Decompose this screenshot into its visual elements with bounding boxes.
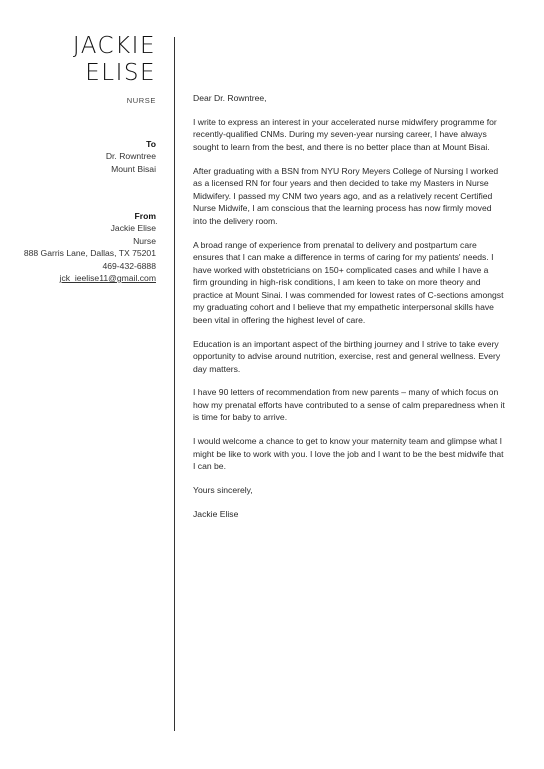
closing: Yours sincerely,	[193, 485, 253, 496]
letter-paragraph: I have 90 letters of recommendation from new parents – many of which focus on how my prenatal efforts have contributed to a sense of calm preparedness when it is time for baby to arrive.	[193, 387, 505, 423]
recipient-org: Mount Bisai	[111, 163, 156, 174]
from-email-link[interactable]: jck_ieelise11@gmail.com	[59, 273, 156, 284]
letter-paragraph: I write to express an interest in your accelerated nurse midwifery programme for recently-qualified CNMs. During my seven-year nursing career, I have always sought to learn from the best, and there is no better place than at Mount Bisai.	[193, 116, 497, 152]
letter-paragraph: Education is an important aspect of the birthing journey and I strive to take every opportunity to advise around nutrition, exercise, rest and general wellness. Every day matters.	[193, 338, 501, 374]
from-role: Nurse	[133, 235, 156, 246]
vertical-divider	[174, 37, 175, 731]
letter-paragraph: I would welcome a chance to get to know your maternity team and glimpse what I might be like to work with you. I love the job and I want to be the best midwife that I can be.	[193, 436, 504, 472]
from-name: Jackie Elise	[110, 223, 156, 234]
letter-paragraph: A broad range of experience from prenatal to delivery and postpartum care ensures that I can make a difference in terms of caring for my patients' needs. I have worked with obstetricians on 150+ complicated cases and while I have a firm grounding in high-risk conditions, I am keen to take on more theory and practice at Mount Sinai. I was commended for lowest rates of C-sections amongst my graduating cohort and I believe that my empathetic interpersonal skills have been vital in offering the highest level of care.	[193, 239, 504, 325]
recipient-block	[106, 138, 156, 175]
sender-title: NURSE	[126, 96, 156, 105]
salutation: Dear Dr. Rowntree,	[193, 93, 267, 103]
sender-block	[24, 210, 156, 284]
signature: Jackie Elise	[193, 509, 239, 520]
recipient-heading: To	[146, 139, 156, 149]
letter-body	[193, 92, 505, 532]
from-heading: From	[134, 211, 156, 221]
from-phone: 469-432-6888	[102, 260, 156, 271]
recipient-name: Dr. Rowntree	[105, 151, 156, 162]
sender-name	[0, 33, 156, 87]
letter-paragraph: After graduating with a BSN from NYU Rory Meyers College of Nursing I worked as a licensed RN for four years and then decided to take my Masters in Nurse Midwifery. I passed my CNM two years ago, and as a relatively recent Certified Nurse Midwife, I am conscious that the learning process has now firmly moved into the delivery room.	[193, 165, 499, 226]
sender-last-name: ELISE	[85, 60, 156, 86]
sender-first-name: JACKIE	[72, 33, 156, 59]
from-address: 888 Garris Lane, Dallas, TX 75201	[23, 248, 156, 259]
